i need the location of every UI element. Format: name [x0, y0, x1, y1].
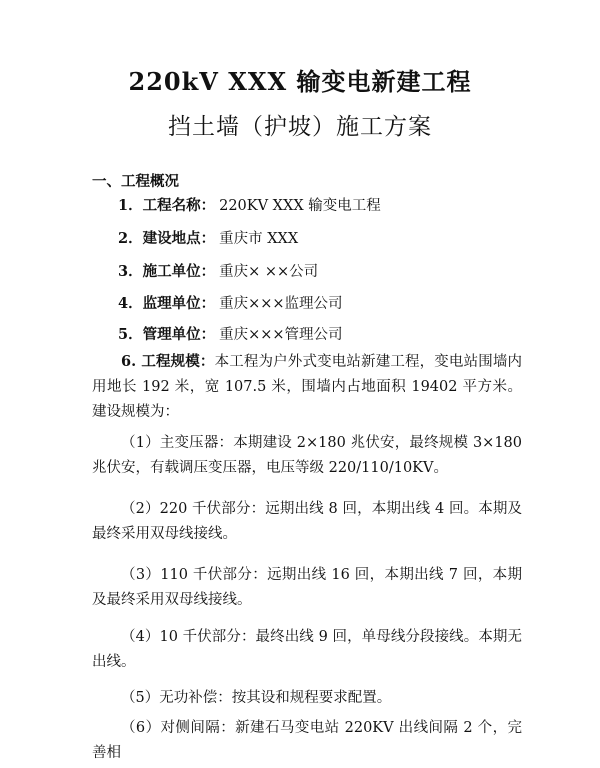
- reactive-compensation-paragraph: （5）无功补偿：按其设和规程要求配置。: [121, 690, 392, 706]
- item-label: 1．工程名称：: [118, 197, 216, 214]
- scale-text: 本工程为户外式变电站新建工程，变电站围墙内用地长 192 米，宽 107.5 米，围墙内占地面积 19402 平方米。建设规模为：: [92, 354, 523, 420]
- item-label: 2．建设地点：: [118, 230, 216, 247]
- supervision-unit-item: [118, 292, 343, 313]
- item-value: 220KV XXX 输变电工程: [219, 198, 381, 214]
- item-value: 重庆× ××公司: [219, 264, 319, 280]
- kv10-paragraph: （4）10 千伏部分：最终出线 9 回，单母线分段接线。本期无出线。: [92, 629, 522, 670]
- opposite-bay-paragraph: （6）对侧间隔：新建石马变电站 220KV 出线间隔 2 个，完善相: [92, 720, 522, 761]
- project-scale-paragraph: [92, 349, 522, 425]
- document-title: 220kV XXX 输变电新建工程: [128, 67, 472, 96]
- item-value: 重庆×××监理公司: [219, 296, 343, 312]
- kv110-paragraph: （3）110 千伏部分：远期出线 16 回，本期出线 7 回，本期及最终采用双母线接线。: [92, 567, 522, 608]
- item-label: 4．监理单位：: [118, 295, 216, 312]
- item-label: 5．管理单位：: [118, 326, 216, 343]
- section-heading: 一、工程概况: [92, 173, 179, 190]
- document-subtitle: 挡土墙（护坡）施工方案: [168, 114, 432, 140]
- project-name-item: [118, 194, 381, 215]
- construction-unit-item: [118, 260, 318, 281]
- item-label: 3．施工单位：: [118, 263, 216, 280]
- location-item: [118, 227, 298, 248]
- scale-label: 6. 工程规模：: [121, 353, 215, 370]
- item-value: 重庆×××管理公司: [219, 327, 343, 343]
- management-unit-item: [118, 323, 343, 344]
- kv220-paragraph: （2）220 千伏部分：远期出线 8 回，本期出线 4 回。本期及最终采用双母线接线。: [92, 501, 522, 542]
- transformer-paragraph: （1）主变压器：本期建设 2×180 兆伏安，最终规模 3×180 兆伏安，有载调压变压器，电压等级 220/110/10KV。: [92, 435, 522, 476]
- item-value: 重庆市 XXX: [219, 231, 299, 247]
